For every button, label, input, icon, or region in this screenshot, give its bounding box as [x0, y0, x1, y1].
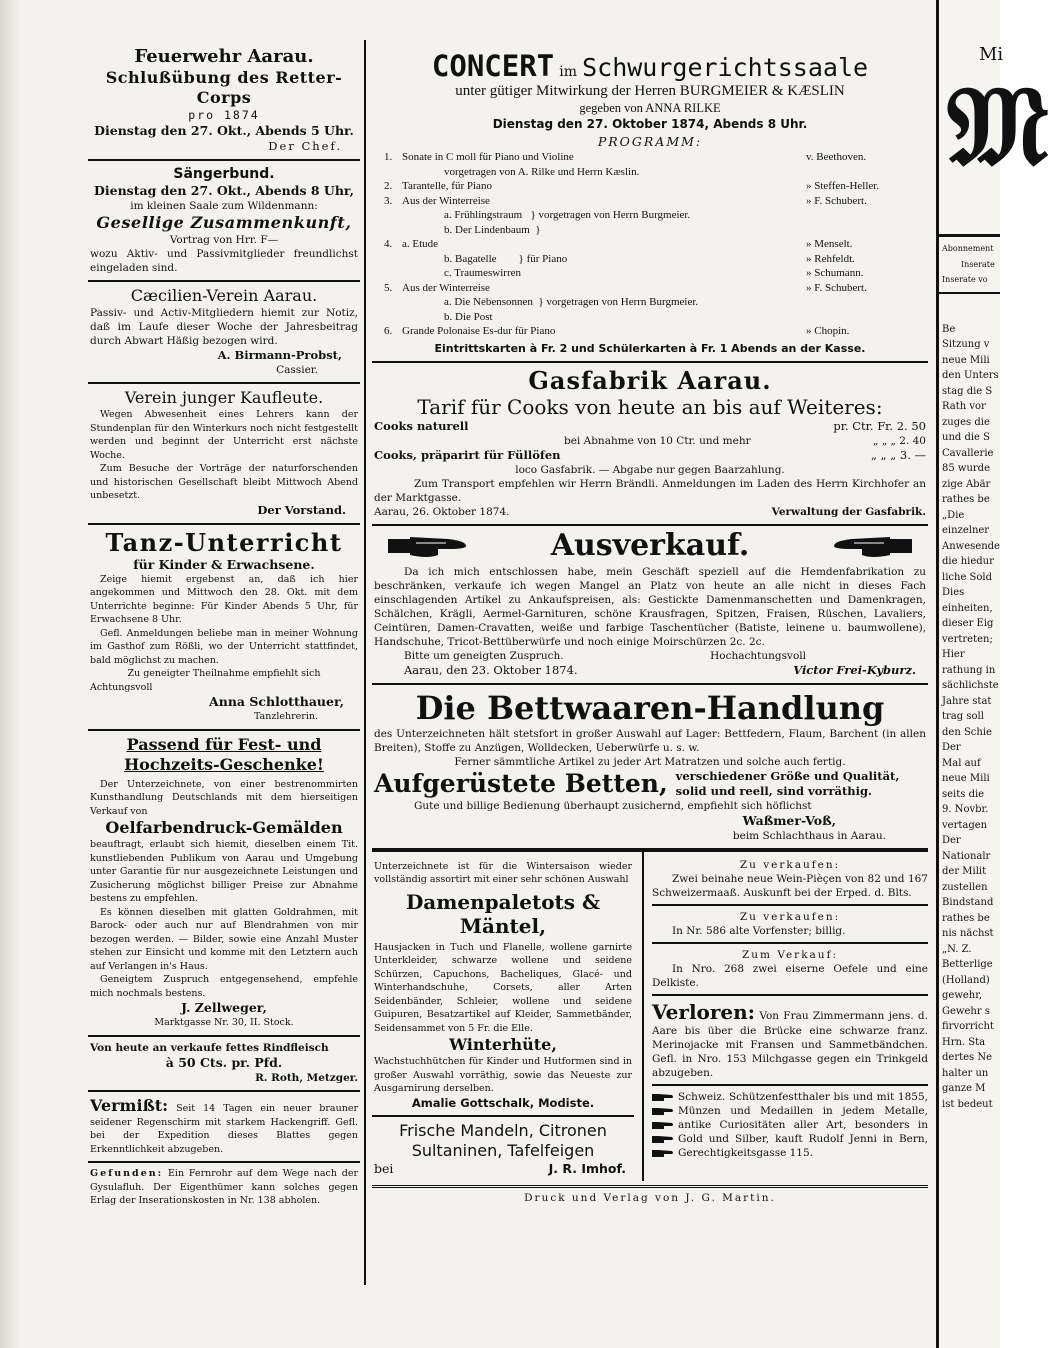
- ad-signer: Verwaltung der Gasfabrik.: [771, 505, 926, 518]
- programm-composer: [806, 223, 916, 238]
- programm-row: [384, 150, 916, 165]
- ad-signer: J. Zellweger,: [181, 1000, 267, 1015]
- ad-verkaufen-2: [652, 906, 928, 944]
- ad-line-2: Sultaninen, Tafelfeigen: [411, 1140, 595, 1160]
- ad-signer: Victor Frei-Kyburz.: [793, 662, 916, 677]
- ad-greeting: Hochachtungsvoll: [710, 649, 806, 662]
- text-fragment: rathes be: [942, 494, 990, 505]
- ad-verkauf-3: [652, 944, 928, 996]
- split-left: [372, 852, 644, 1181]
- concert-tickets: Eintrittskarten à Fr. 2 und Schülerkarten à Fr. 1 Abends an der Kasse.: [434, 341, 866, 355]
- text-fragment: Jahre stat: [942, 695, 992, 707]
- ad-title: Feuerwehr Aarau.: [134, 46, 314, 67]
- text-fragment: Be: [942, 323, 956, 335]
- programm-row: [384, 310, 916, 325]
- ad-title: Zum Verkauf:: [741, 948, 838, 961]
- ad-title: Zu verkaufen:: [739, 910, 841, 923]
- ad-jenni: [652, 1086, 928, 1164]
- text-fragment: 9. Novbr.: [942, 804, 989, 815]
- ad-address: beim Schlachthaus in Aarau.: [732, 829, 886, 842]
- programm-row: [384, 165, 916, 180]
- ad-signer: R. Roth, Metzger.: [255, 1071, 358, 1084]
- ad-ausverkauf: [372, 526, 928, 685]
- programm-row: [384, 324, 916, 339]
- pointing-hand-left-icon: [832, 531, 912, 561]
- ad-title: Gasfabrik Aarau.: [528, 365, 772, 395]
- text-fragment: vertagen: [942, 819, 988, 831]
- tariff-row-1: [374, 419, 926, 434]
- ad-kaufleute: [88, 384, 360, 525]
- imprint: Druck und Verlag von J. G. Martin.: [524, 1191, 776, 1204]
- programm-composer: » F. Schubert.: [806, 194, 867, 207]
- ad-gottschalk: [372, 852, 634, 1117]
- concert-title: CONCERT: [431, 49, 555, 83]
- programm-piece: Aus der Winterreise: [402, 281, 490, 294]
- programm-composer: [806, 295, 916, 310]
- programm-composer: v. Beethoven.: [806, 151, 867, 163]
- ad-title: Zu verkaufen:: [739, 858, 841, 871]
- programm-number: [384, 223, 394, 238]
- tariff-price: „ „ „ 3. —: [871, 447, 926, 462]
- programm-row: [384, 194, 916, 209]
- pointing-hand-icon: [652, 1120, 674, 1131]
- programm-list: [374, 150, 926, 339]
- text-fragment: nis nächst: [942, 928, 994, 939]
- pointing-hand-icon: [652, 1134, 674, 1145]
- programm-piece: a. Etude: [402, 238, 439, 250]
- programm-piece: Sonate in C moll für Piano und Violine: [402, 151, 574, 163]
- ad-saengerbund: [88, 161, 360, 282]
- ad-date: Aarau, 26. Oktober 1874.: [374, 505, 510, 518]
- programm-composer: » Rehfeldt.: [806, 252, 855, 265]
- ad-body: Von Frau Zimmermann jens. d. Aare bis über die Brücke eine schwarze franz. Merinojacke mit Fransen und Sammetbändchen. Gefl. in Nro. 153 Milchgasse gegen ein Trinkgeld abzugeben.: [652, 1009, 928, 1079]
- middle-column: [372, 38, 928, 1205]
- ad-big-side: verschiedener Größe und Qualität, solid und reell, sind vorräthig.: [675, 768, 900, 798]
- text-fragment: seits die: [942, 788, 985, 800]
- ausverkauf-header: [374, 527, 926, 563]
- programm-row: [384, 281, 916, 296]
- ad-body-1: Wegen Abwesenheit eines Lehrers kann der Stundenplan für den Winterkurs noch nicht festgestellt werden und beginnt der Unterricht erst nächste Woche.: [90, 409, 358, 461]
- programm-composer: » Menselt.: [806, 238, 853, 250]
- programm-number: 3.: [384, 194, 393, 207]
- tariff-label: bei Abnahme von 10 Ctr. und mehr: [564, 434, 751, 447]
- text-fragment: einzelner: [942, 525, 990, 536]
- ad-title: Verloren:: [652, 999, 756, 1024]
- ad-title: Vermißt:: [90, 1095, 169, 1115]
- pointing-hand-icon: [652, 1148, 674, 1159]
- split-right: [644, 852, 928, 1181]
- ad-title: Gefunden:: [90, 1168, 164, 1179]
- ad-concert: [372, 38, 928, 363]
- ad-year: pro 1874: [188, 108, 260, 122]
- ad-body: Ein Fernrohr auf dem Wege nach der Gysulafluh. Der Eigenthümer kann solches gegen Erlag der Inserationskosten in Nr. 138 abholen.: [90, 1168, 358, 1206]
- ad-body: Da ich mich entschlossen habe, mein Geschäft speziell auf die Hemdenfabrikation zu beschränken, verkaufe ich wegen Mangel an Platz von heute an alle nicht in dieses Fach einschlagenden Artikel zu Ankaufspreisen, als: Gestickte Damenmanschetten und Damenkragen, Schälchen, Krägli, Aermel-Garnituren, schöne Krausfragen, Spitzen, Fraisen, Rüschen, Lavaliers, Ceintüren, Damen-Cravatten, weiße und farbige Taschentücher (Batiste, leinene u. baumwollene), Handschuhe, Tricot-Bettüberwürfe und noch einige Moirschürzen 2c. 2c.: [374, 565, 926, 648]
- programm-piece: c. Traumeswirren: [444, 267, 521, 279]
- pointing-hand-right-icon: [388, 531, 468, 561]
- text-fragment: Hier: [942, 649, 965, 660]
- ad-tanz: [88, 525, 360, 731]
- ad-place: im kleinen Saale zum Wildenmann:: [130, 200, 318, 212]
- ad-date: Dienstag den 27. Okt., Abends 5 Uhr.: [94, 123, 354, 138]
- text-fragment: sächlichste: [942, 680, 999, 691]
- ad-body-3: Gute und billige Bedienung überhaupt zusichernd, empfiehlt sich höflichst: [414, 799, 812, 812]
- ad-body: In Nr. 586 alte Vorfenster; billig.: [672, 924, 846, 937]
- tariff-row-4: loco Gasfabrik. — Abgabe nur gegen Baarzahlung.: [515, 463, 785, 476]
- concert-venue: Schwurgerichtssaale: [582, 53, 869, 82]
- header-fragment: Inserate vo: [942, 275, 988, 284]
- text-fragment: Sitzung v: [942, 339, 990, 350]
- text-fragment: den Schie: [942, 726, 992, 738]
- ad-subtitle: Tarif für Cooks von heute an bis auf Weiteres:: [417, 394, 883, 419]
- ad-body-3: Es können dieselben mit glatten Goldrahmen, mit Barock- oder auch nur auf Blendrahmen von mir bezogen werden. — Bilder, sowie eine Anzahl Muster stehen zur Einsicht und komme mit den Letztern auch auf Verlangen in's Haus.: [90, 906, 358, 972]
- text-fragment: rathes be: [942, 912, 990, 924]
- programm-piece: b. Bagatelle } für Piano: [444, 252, 568, 265]
- programm-composer: » Schumann.: [806, 267, 864, 279]
- ad-title: Damenpaletots & Mäntel,: [405, 889, 601, 938]
- header-rule: [939, 292, 1000, 294]
- text-fragment: „N. Z.: [942, 943, 972, 955]
- text-fragment: Hrn. Sta: [942, 1036, 986, 1048]
- text-fragment: dertes Ne: [942, 1052, 993, 1063]
- ad-bettwaaren: [372, 685, 928, 850]
- text-fragment: die hiedur: [942, 556, 994, 567]
- programm-number: [384, 208, 394, 223]
- ad-title: Die Bettwaaren-Handlung: [415, 688, 885, 727]
- split-section: [372, 850, 928, 1181]
- programm-row: [384, 208, 916, 223]
- text-fragment: ganze M: [942, 1083, 986, 1094]
- ad-body: In Nro. 268 zwei eiserne Oefele und eine Delkiste.: [652, 962, 928, 989]
- programm-number: [384, 252, 394, 267]
- programm-title: PROGRAMM:: [597, 134, 703, 149]
- ad-title: Tanz-Unterricht: [105, 527, 343, 557]
- programm-number: 4.: [384, 238, 393, 250]
- ad-verkaufen-1: [652, 852, 928, 906]
- concert-line-2: unter gütiger Mitwirkung der Herren BURGMEIER & KÆSLIN: [455, 83, 845, 99]
- ad-vermisst: [88, 1092, 360, 1164]
- ad-gefunden: [88, 1163, 360, 1213]
- ad-address: Marktgasse Nr. 30, II. Stock.: [154, 1017, 294, 1028]
- ad-body: Seit 14 Tagen ein neuer brauner seidener Regenschirm mit starkem Hackengriff. Gefl. bei der Expedition dieses Blattes gegen Erkenntlichkeit abzugeben.: [90, 1102, 358, 1155]
- text-fragment: Bindstand: [942, 897, 994, 908]
- text-fragment: Rath vor: [942, 401, 986, 412]
- ad-role: Cassier.: [276, 364, 318, 376]
- masthead-fragment: Mi: [979, 44, 1004, 65]
- masthead-glyph: 𝔐: [947, 61, 1048, 190]
- text-fragment: liche Sold: [942, 571, 993, 583]
- header-fragment: Inserate: [961, 259, 995, 269]
- ad-verloren: [652, 996, 928, 1086]
- programm-piece: b. Die Post: [444, 310, 493, 323]
- programm-composer: [806, 310, 916, 325]
- text-fragment: Nationalr: [942, 850, 991, 862]
- ad-rindfleisch: [88, 1037, 360, 1092]
- ad-body-1: Der Unterzeichnete, von einer bestrenommirten Kunsthandlung Deutschlands mit dem hierseitigen Verkauf von: [90, 778, 358, 817]
- bottom-rule: [372, 1185, 928, 1188]
- ad-footer: [374, 1161, 632, 1177]
- programm-piece: b. Der Lindenbaum }: [444, 223, 541, 236]
- text-fragment: Der: [942, 742, 961, 753]
- ad-body-2: beauftragt, erlaubt sich hiemit, dieselben einem Tit. kunstliebenden Publikum von Aarau und Umgebung unter Garantie für nur ausgezeichnete Leistungen und Zusicherung möglichst billiger Preise zur Abnahme bestens zu empfehlen.: [90, 839, 358, 904]
- ad-body: Zwei beinahe neue Wein-Pièçen von 82 und 167 Schweizermaaß. Auskunft bei der Erped. d. Blts.: [652, 872, 928, 899]
- ad-title: Verein junger Kaufleute.: [124, 388, 324, 407]
- text-fragment: firvorricht: [942, 1021, 994, 1032]
- concert-title-line: [374, 50, 926, 82]
- programm-number: 1.: [384, 151, 393, 163]
- programm-number: [384, 165, 394, 180]
- text-fragment: trag soll: [942, 711, 984, 722]
- ad-signer: A. Birmann-Probst,: [217, 348, 342, 362]
- text-fragment: Mal auf: [942, 757, 981, 769]
- ad-title: Passend für Fest- und Hochzeits-Geschenke!: [124, 734, 324, 774]
- ad-signer: Waßmer-Voß,: [742, 812, 836, 828]
- programm-number: [384, 295, 394, 310]
- ad-body-2: Wachstuchhütchen für Kinder und Hutformen sind in großer Auswahl vorräthig, sowie das Neueste zur Ausgarnirung derselben.: [374, 1056, 632, 1094]
- ad-price: à 50 Cts. pr. Pfd.: [165, 1054, 283, 1070]
- ad-geschenke: [88, 731, 360, 1037]
- hand-stack: [652, 1090, 674, 1160]
- ad-headline: Schlußübung des Retter-Corps: [105, 68, 343, 107]
- ad-sub: Winterhüte,: [449, 1035, 557, 1054]
- programm-row: [384, 179, 916, 194]
- ad-greeting: Achtungsvoll: [90, 681, 153, 693]
- ad-body-3: Zu geneigter Theilnahme empfiehlt sich: [127, 668, 321, 679]
- page-gutter: [0, 0, 20, 1348]
- concert-line-4: Dienstag den 27. Oktober 1874, Abends 8 Uhr.: [492, 117, 808, 131]
- ad-line-1: Frische Mandeln, Citronen: [399, 1120, 607, 1140]
- ad-date: Dienstag den 27. Okt., Abends 8 Uhr,: [94, 183, 354, 198]
- ad-intro: Unterzeichnete ist für die Wintersaison wieder vollständig assortirt mit einer sehr schönen Auswahl: [374, 860, 632, 885]
- ad-caecilien: [88, 282, 360, 384]
- ad-body: Passiv- und Activ-Mitgliedern hiemit zur Notiz, daß im Laufe dieser Woche der Jahresbeitrag durch Abwart Häßig bezogen wird.: [90, 307, 358, 347]
- concert-im: im: [559, 64, 577, 80]
- concert-line-3: gegeben von ANNA RILKE: [579, 101, 721, 115]
- text-fragment: rathung in: [942, 664, 996, 676]
- text-fragment: (Holland): [942, 974, 990, 986]
- ad-line: Von heute an verkaufe fettes Rindfleisch: [90, 1041, 329, 1054]
- ad-closing: Bitte um geneigten Zuspruch.: [404, 649, 564, 662]
- programm-number: 6.: [384, 325, 393, 337]
- ad-title: Sängerbund.: [173, 166, 275, 182]
- programm-piece: a. Die Nebensonnen } vorgetragen von Herrn Burgmeier.: [444, 296, 699, 308]
- programm-piece: vorgetragen von A. Rilke und Herrn Kæslin.: [444, 165, 640, 178]
- text-fragment: halter un: [942, 1067, 989, 1079]
- ad-title: Cæcilien-Verein Aarau.: [130, 286, 318, 305]
- programm-number: 2.: [384, 180, 393, 192]
- ad-signer: Anna Schlotthauer,: [209, 694, 344, 709]
- ad-title: Ausverkauf.: [550, 527, 750, 563]
- programm-number: 5.: [384, 281, 393, 294]
- programm-row: [384, 223, 916, 238]
- text-fragment: den Unters: [942, 370, 999, 381]
- pointing-hand-icon: [652, 1092, 674, 1103]
- ad-body: Schweiz. Schützenfestthaler bis und mit 1855, Münzen und Medaillen in jedem Metalle, antike Curiositäten aller Art, besonders in Gold und Silber, kauft Rudolf Jenni in Bern, Gerechtigkeitsgasse 115.: [678, 1090, 928, 1159]
- ad-product: Oelfarbendruck-Gemälden: [105, 818, 343, 837]
- programm-composer: [806, 208, 916, 223]
- left-column: [88, 38, 360, 1213]
- right-column-fragment: [936, 0, 1048, 1348]
- bettwaaren-big-row: [374, 769, 926, 799]
- ad-invite: wozu Aktiv- und Passivmitglieder freundlichst eingeladen sind.: [90, 248, 358, 274]
- text-fragment: dieser Eig: [942, 618, 994, 629]
- tariff-row-2: [374, 434, 926, 448]
- programm-row: [384, 295, 916, 310]
- ad-body: Hausjacken in Tuch und Flanelle, wollene garnirte Unterkleider, schwarze wollene und seidene Schürzen, Capuchons, Bacheliques, Glacé- und Winterhandschuhe, Corsets, aller Arten Seidenbänder, Schleier, wollene und seidene Guipuren, Besatzartikel auf Kleider, Sammetbänder, Seidensammet von 5 Fr. die Elle.: [374, 941, 632, 1034]
- text-fragment: einheiten,: [942, 602, 993, 614]
- text-fragment: vertreten;: [942, 633, 993, 645]
- pointing-hand-icon: [652, 1106, 674, 1117]
- ad-body: Zum Transport empfehlen wir Herrn Brändli. Anmeldungen im Laden des Herrn Kirchhofer an der Marktgasse.: [374, 477, 926, 504]
- text-fragment: neue Mili: [942, 773, 990, 784]
- ad-body-2: Ferner sämmtliche Artikel zu jeder Art Matratzen und solche auch fertig.: [454, 755, 846, 768]
- ad-imhof: [372, 1117, 634, 1181]
- ad-gasfabrik: [372, 363, 928, 526]
- text-fragment: ist bedeut: [942, 1098, 993, 1110]
- ad-feuerwehr: [88, 38, 360, 161]
- text-fragment: Anwesende: [942, 540, 1000, 552]
- ad-signer: J. R. Imhof.: [548, 1160, 626, 1176]
- tariff-row-3: [374, 448, 926, 463]
- text-fragment: „Die: [942, 509, 965, 521]
- programm-row: [384, 266, 916, 281]
- text-fragment: zuges die: [942, 416, 990, 428]
- ad-body-2: Zum Besuche der Vorträge der naturforschenden und historischen Gesellschaft bleibt Mittwoch Abend unbesetzt.: [90, 463, 358, 501]
- text-fragment: Der: [942, 835, 961, 846]
- ad-role: Tanzlehrerin.: [253, 711, 318, 722]
- text-fragment: Dies: [942, 587, 965, 598]
- programm-number: [384, 266, 394, 281]
- text-fragment: und die S: [942, 432, 991, 443]
- ad-date: Aarau, den 23. Oktober 1874.: [404, 662, 578, 677]
- tariff-price: „ „ „ 2. 40: [872, 434, 926, 447]
- text-fragment: Betterlige: [942, 959, 993, 970]
- text-fragment: zige Abär: [942, 478, 991, 490]
- tariff-price: pr. Ctr. Fr. 2. 50: [833, 418, 926, 433]
- tariff-label: Cooks, präparirt für Füllöfen: [374, 447, 561, 462]
- ad-closing-row: [374, 649, 926, 663]
- ad-talk: Vortrag von Hrr. F—: [169, 234, 279, 246]
- programm-composer: [806, 165, 916, 180]
- programm-composer: » Steffen-Heller.: [806, 180, 880, 192]
- right-text: [939, 322, 1000, 1113]
- header-fragment: Abonnement: [942, 244, 994, 253]
- column-rule: [364, 40, 366, 1285]
- ad-bei: bei: [374, 1160, 394, 1176]
- ad-footer: [374, 663, 926, 678]
- programm-piece: Grande Polonaise Es-dur für Piano: [402, 325, 556, 337]
- programm-piece: a. Frühlingstraum } vorgetragen von Herrn Burgmeier.: [444, 209, 691, 221]
- text-fragment: der Milit: [942, 866, 987, 877]
- ad-text-block: [90, 1167, 358, 1208]
- text-fragment: gewehr,: [942, 990, 983, 1001]
- text-fragment: Cavallerie: [942, 447, 994, 459]
- ad-event: Gesellige Zusammenkunft,: [96, 213, 352, 232]
- text-fragment: neue Mili: [942, 354, 990, 366]
- ad-footer: [374, 505, 926, 519]
- programm-composer: » F. Schubert.: [806, 281, 867, 294]
- programm-row: [384, 237, 916, 252]
- text-fragment: stag die S: [942, 385, 993, 397]
- ad-signer: Der Vorstand.: [257, 502, 346, 517]
- ad-text-block: [652, 1000, 928, 1080]
- programm-piece: Aus der Winterreise: [402, 194, 490, 207]
- ad-big: Aufgerüstete Betten,: [374, 768, 668, 798]
- text-fragment: zustellen: [942, 881, 988, 893]
- ad-body-1: Zeige hiemit ergebenst an, daß ich hier angekommen und Mittwoch den 28. Okt. mit dem Unterrichte beginne: Für Kinder Abends 5 Uhr, für Erwachsene 8 Uhr.: [90, 573, 358, 625]
- text-fragment: 85 wurde: [942, 463, 991, 474]
- ad-signer: Der Chef.: [268, 139, 342, 153]
- ad-body-2: Gefl. Anmeldungen beliebe man in meiner Wohnung im Gasthof zum Rößli, wo der Unterricht stattfindet, bald möglichst zu machen.: [90, 627, 358, 666]
- ad-signer: Amalie Gottschalk, Modiste.: [411, 1095, 595, 1110]
- text-fragment: Gewehr s: [942, 1005, 990, 1017]
- ad-body-4: Geneigtem Zuspruch entgegensehend, empfehle mich nochmals bestens.: [90, 974, 358, 999]
- programm-number: [384, 310, 394, 325]
- masthead-rule: [939, 234, 1000, 237]
- tariff-label: Cooks naturell: [374, 418, 469, 433]
- ad-subtitle: für Kinder & Erwachsene.: [133, 556, 315, 572]
- ad-body-1: des Unterzeichneten hält stetsfort in großer Auswahl auf Lager: Bettfedern, Flaum, Barchent (in allen Breiten), Stoffe zu Anzügen, Wolldecken, Ueberwürfe u. s. w.: [374, 727, 926, 754]
- ad-text-block: [90, 1096, 358, 1157]
- programm-piece: Tarantelle, für Piano: [402, 180, 492, 192]
- programm-row: [384, 252, 916, 267]
- programm-composer: » Chopin.: [806, 325, 850, 337]
